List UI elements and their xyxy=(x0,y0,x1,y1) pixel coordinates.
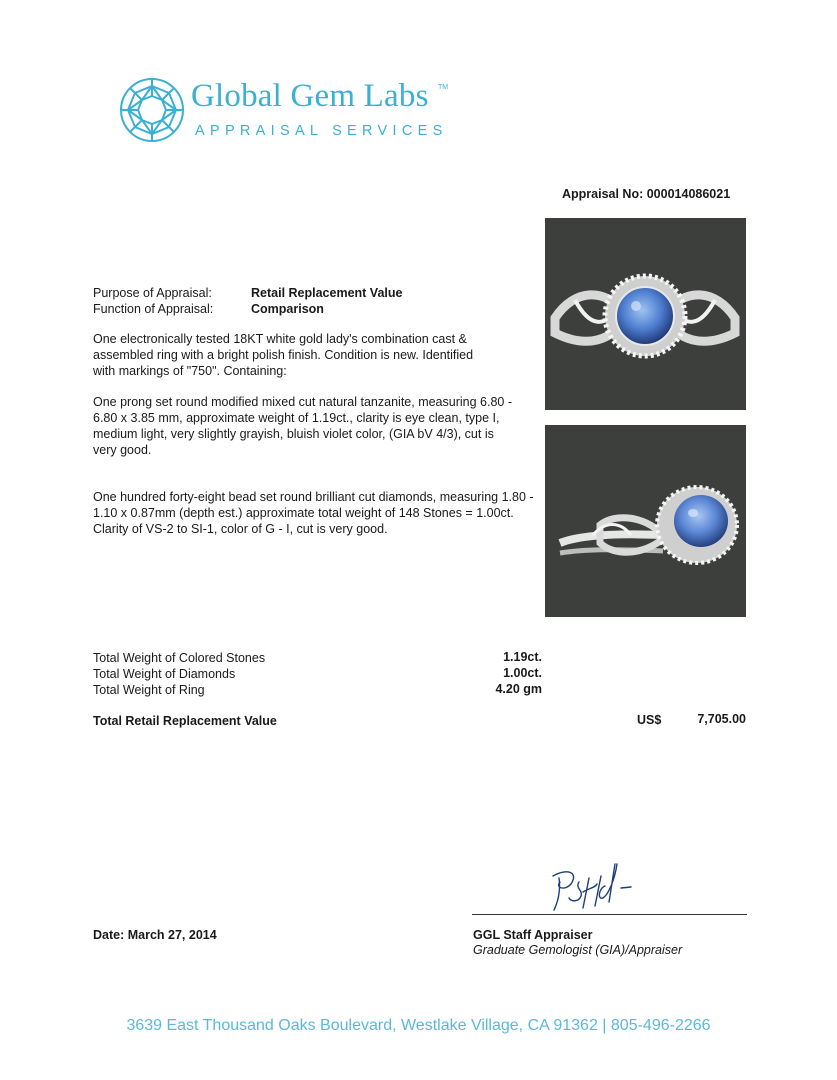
gem-logo-icon xyxy=(118,76,186,144)
signature xyxy=(545,858,655,921)
logo xyxy=(118,76,186,144)
total-ring-label: Total Weight of Ring xyxy=(93,683,205,697)
total-colored-stones-label: Total Weight of Colored Stones xyxy=(93,651,266,665)
appraiser-title: GGL Staff Appraiser xyxy=(473,928,593,942)
brand-tagline: APPRAISAL SERVICES xyxy=(195,123,448,139)
appraisal-number: Appraisal No: 000014086021 xyxy=(562,187,731,201)
retail-value-label: Total Retail Replacement Value xyxy=(93,714,277,728)
brand-name: Global Gem Labs xyxy=(191,78,429,114)
total-diamonds-value: 1.00ct. xyxy=(503,666,542,680)
function-label: Function of Appraisal: xyxy=(93,302,214,316)
trademark: TM xyxy=(438,84,449,91)
ring-top-image-icon xyxy=(545,218,746,410)
ring-photo-top xyxy=(545,218,746,410)
footer-address: 3639 East Thousand Oaks Boulevard, Westlake Village, CA 91362 | 805-496-2266 xyxy=(126,1017,711,1034)
purpose-value: Retail Replacement Value xyxy=(251,286,403,300)
ring-side-image-icon xyxy=(545,425,746,617)
retail-amount: 7,705.00 xyxy=(697,712,746,726)
total-colored-stones-value: 1.19ct. xyxy=(503,650,542,664)
purpose-label: Purpose of Appraisal: xyxy=(93,286,212,300)
description-ring: One electronically tested 18KT white gold lady's combination cast & assembled ring with a bright polish finish. Condition is new. Identified with markings of "750". Containing: xyxy=(93,332,474,378)
description-tanzanite: One prong set round modified mixed cut natural tanzanite, measuring 6.80 - 6.80 x 3.85 mm, approximate weight of 1.19ct., clarity is eye clean, type I, medium light, very slightly grayish, bluish violet color, (GIA bV 4/3), cut is very good. xyxy=(93,395,512,457)
ring-photo-side xyxy=(545,425,746,617)
function-value: Comparison xyxy=(251,302,324,316)
description-diamonds: One hundred forty-eight bead set round brilliant cut diamonds, measuring 1.80 - 1.10 x 0.87mm (depth est.) approximate total weight of 148 Stones = 1.00ct. Clarity of VS-2 to SI-1, color of G - I, cut is very good. xyxy=(93,490,534,536)
appraiser-credential: Graduate Gemologist (GIA)/Appraiser xyxy=(473,943,683,957)
appraisal-date: Date: March 27, 2014 xyxy=(93,928,217,942)
signature-line xyxy=(472,914,747,915)
retail-currency: US$ xyxy=(637,713,662,727)
total-ring-value: 4.20 gm xyxy=(495,682,542,696)
total-diamonds-label: Total Weight of Diamonds xyxy=(93,667,236,681)
signature-icon xyxy=(545,858,655,916)
